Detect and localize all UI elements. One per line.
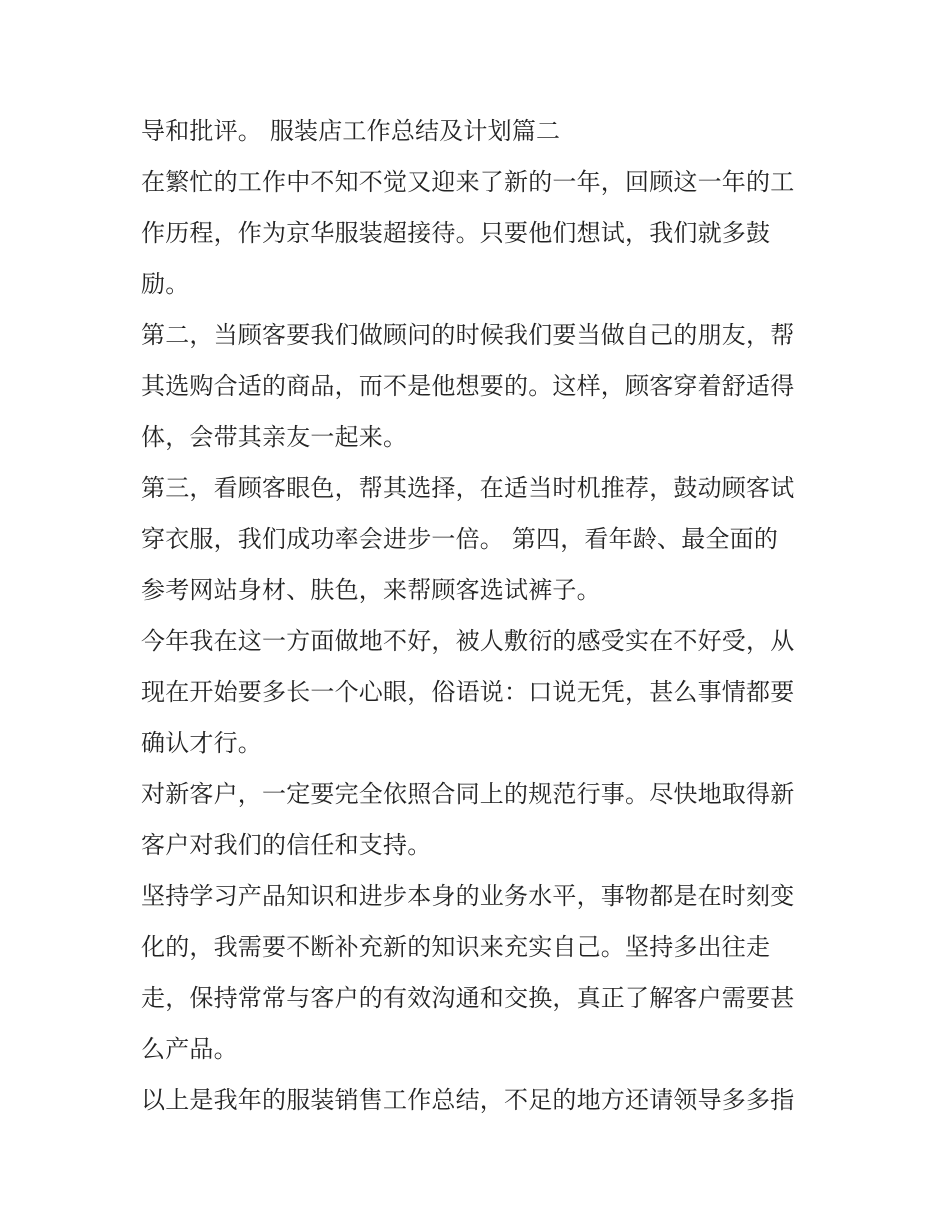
text-line: 其选购合适的商品，而不是他想要的。这样，顾客穿着舒适得	[141, 372, 795, 400]
text-line: 坚持学习产品知识和进步本身的业务水平，事物都是在时刻变	[141, 882, 795, 910]
text-line: 第二，当顾客要我们做顾问的时候我们要当做自己的朋友，帮	[141, 321, 795, 349]
text-line: 么产品。	[141, 1035, 238, 1063]
text-line: 对新客户，一定要完全依照合同上的规范行事。尽快地取得新	[141, 780, 795, 808]
text-line: 穿衣服，我们成功率会进步一倍。 第四，看年龄、最全面的	[141, 525, 779, 553]
text-line: 以上是我年的服装销售工作总结，不足的地方还请领导多多指	[141, 1086, 795, 1114]
text-line: 化的，我需要不断补充新的知识来充实自己。坚持多出往走	[141, 933, 771, 961]
text-line: 第三，看顾客眼色，帮其选择，在适当时机推荐，鼓动顾客试	[141, 474, 795, 502]
text-line: 现在开始要多长一个心眼，俗语说：口说无凭，甚么事情都要	[141, 678, 795, 706]
text-line: 参考网站身材、肤色，来帮顾客选试裤子。	[141, 576, 601, 604]
text-line: 导和批评。 服装店工作总结及计划篇二	[141, 117, 561, 145]
text-line: 今年我在这一方面做地不好，被人敷衍的感受实在不好受，从	[141, 627, 795, 655]
text-line: 确认才行。	[141, 729, 262, 757]
document-body	[141, 106, 821, 1126]
text-line: 在繁忙的工作中不知不觉又迎来了新的一年，回顾这一年的工	[141, 168, 795, 196]
text-line: 客户对我们的信任和支持。	[141, 831, 432, 859]
text-line: 走，保持常常与客户的有效沟通和交换，真正了解客户需要甚	[141, 984, 795, 1012]
text-line: 体，会带其亲友一起来。	[141, 423, 408, 451]
text-line: 作历程，作为京华服装超接待。只要他们想试，我们就多鼓	[141, 219, 771, 247]
text-line: 励。	[141, 270, 190, 298]
